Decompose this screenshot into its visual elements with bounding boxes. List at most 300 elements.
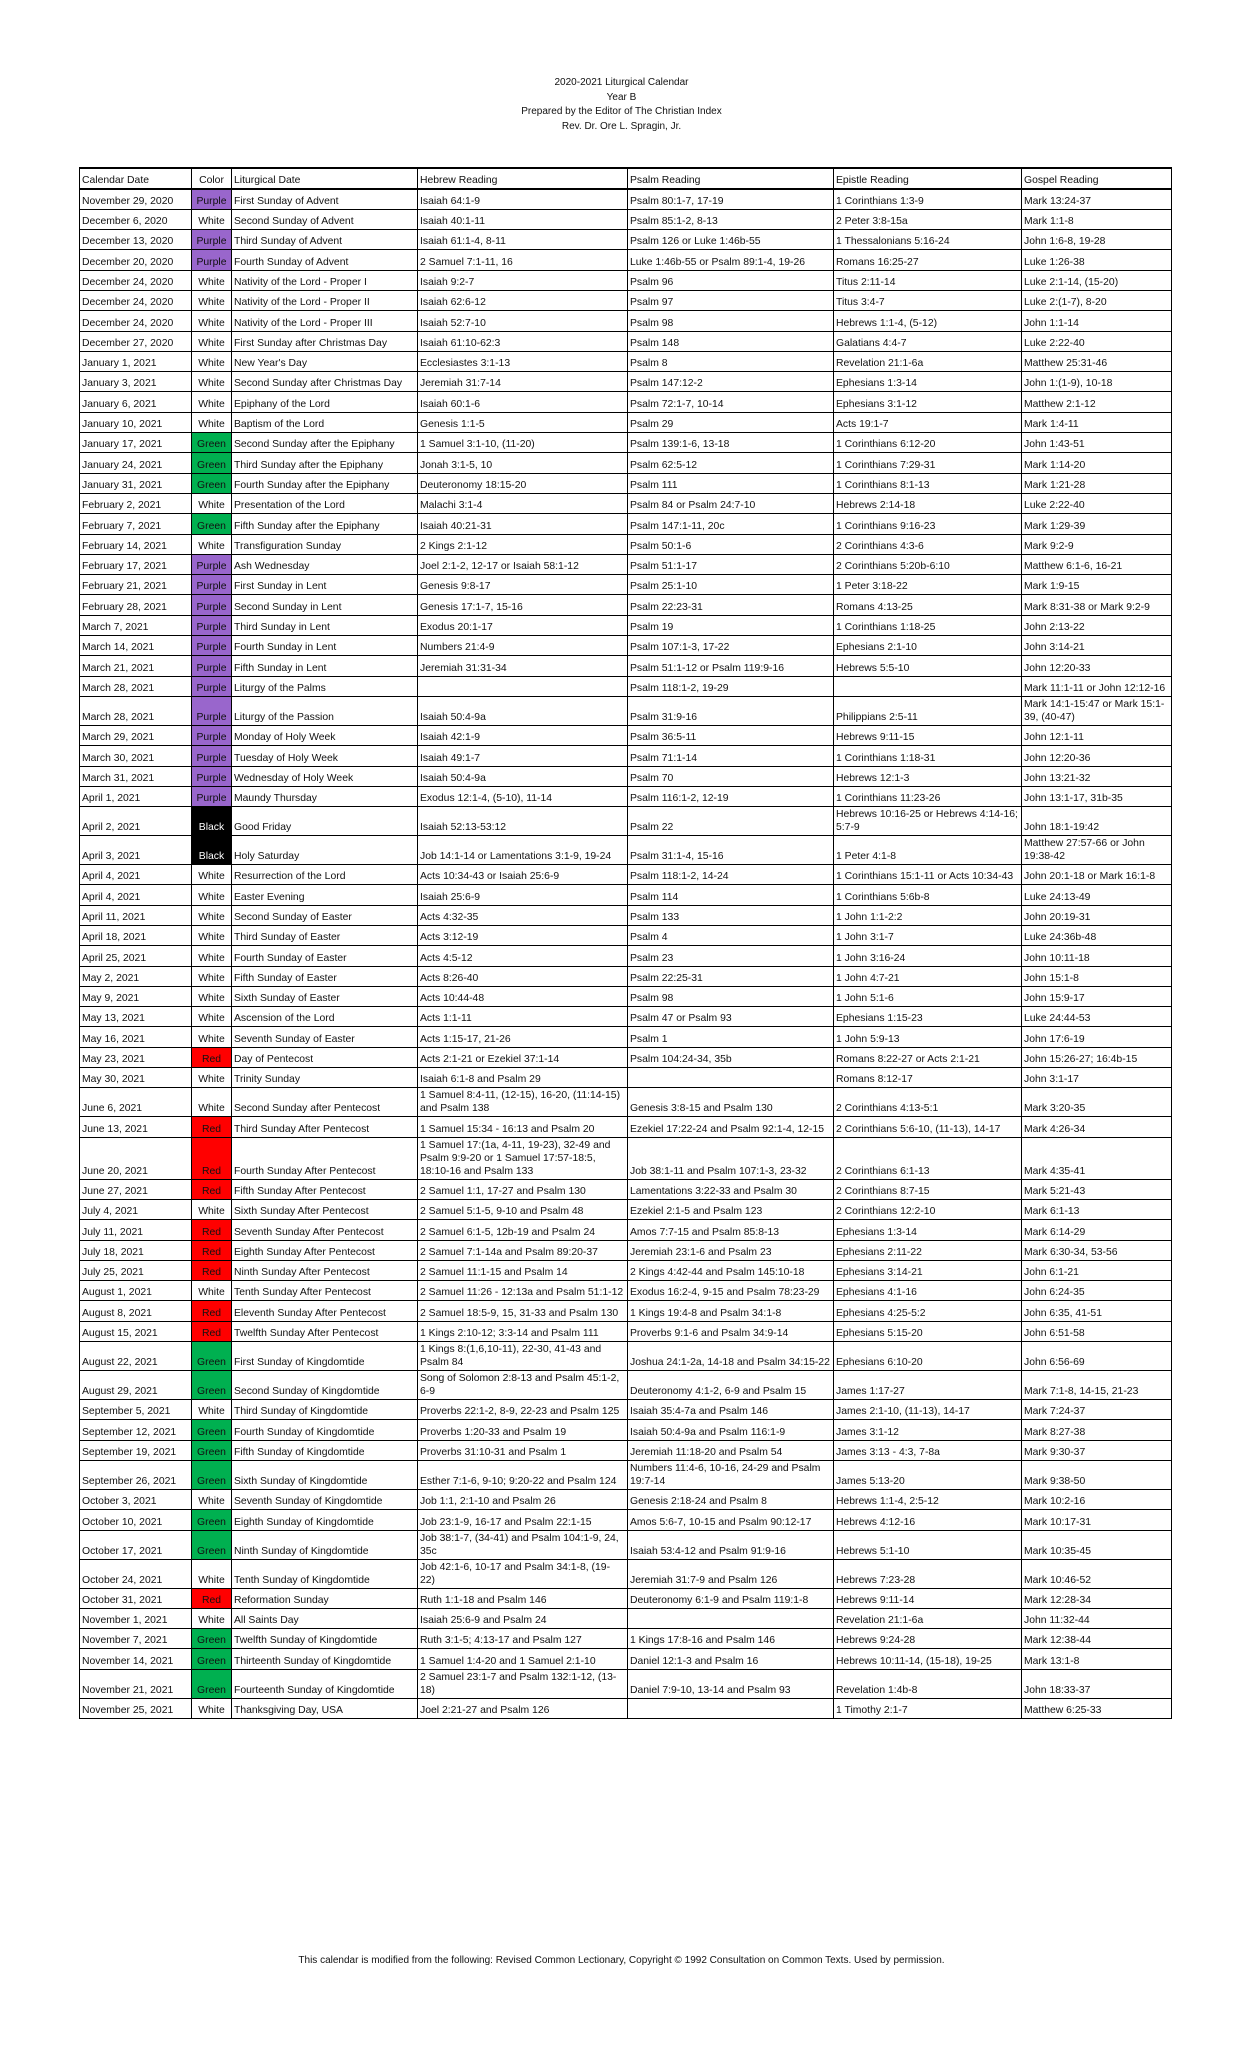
hebrew-reading-cell xyxy=(418,676,628,696)
psalm-reading-cell: Psalm 29 xyxy=(628,412,834,432)
calendar-date-cell: March 28, 2021 xyxy=(80,676,192,696)
liturgical-color-cell: Red xyxy=(192,1588,232,1608)
liturgical-date-cell: Fourth Sunday in Lent xyxy=(232,636,418,656)
gospel-reading-cell: John 12:20-36 xyxy=(1022,746,1172,766)
calendar-date-cell: June 6, 2021 xyxy=(80,1088,192,1117)
epistle-reading-cell: Hebrews 10:11-14, (15-18), 19-25 xyxy=(834,1649,1022,1669)
liturgical-date-cell: Twelfth Sunday of Kingdomtide xyxy=(232,1629,418,1649)
epistle-reading-cell: 1 Corinthians 7:29-31 xyxy=(834,453,1022,473)
hebrew-reading-cell: Isaiah 40:21-31 xyxy=(418,514,628,534)
hebrew-reading-cell: 2 Samuel 18:5-9, 15, 31-33 and Psalm 130 xyxy=(418,1301,628,1321)
liturgical-date-cell: Tenth Sunday of Kingdomtide xyxy=(232,1559,418,1588)
gospel-reading-cell: Matthew 27:57-66 or John 19:38-42 xyxy=(1022,836,1172,865)
gospel-reading-cell: Matthew 25:31-46 xyxy=(1022,351,1172,371)
calendar-date-cell: July 4, 2021 xyxy=(80,1199,192,1219)
hebrew-reading-cell: 2 Samuel 5:1-5, 9-10 and Psalm 48 xyxy=(418,1199,628,1219)
hebrew-reading-cell: Esther 7:1-6, 9-10; 9:20-22 and Psalm 124 xyxy=(418,1460,628,1489)
calendar-date-cell: October 3, 2021 xyxy=(80,1489,192,1509)
table-row xyxy=(80,1007,1172,1027)
calendar-date-cell: March 30, 2021 xyxy=(80,746,192,766)
gospel-reading-cell: John 11:32-44 xyxy=(1022,1608,1172,1628)
epistle-reading-cell: Ephesians 6:10-20 xyxy=(834,1342,1022,1371)
calendar-date-cell: May 9, 2021 xyxy=(80,986,192,1006)
calendar-date-cell: December 27, 2020 xyxy=(80,331,192,351)
gospel-reading-cell: Mark 4:26-34 xyxy=(1022,1117,1172,1137)
psalm-reading-cell: Jeremiah 11:18-20 and Psalm 54 xyxy=(628,1440,834,1460)
liturgical-date-cell: Fourth Sunday of Kingdomtide xyxy=(232,1420,418,1440)
epistle-reading-cell: 1 Corinthians 1:18-25 xyxy=(834,615,1022,635)
epistle-reading-cell: Revelation 21:1-6a xyxy=(834,351,1022,371)
hebrew-reading-cell: Genesis 9:8-17 xyxy=(418,575,628,595)
calendar-date-cell: May 30, 2021 xyxy=(80,1068,192,1088)
table-row xyxy=(80,1440,1172,1460)
gospel-reading-cell: Mark 6:14-29 xyxy=(1022,1220,1172,1240)
gospel-reading-cell: Luke 24:13-49 xyxy=(1022,885,1172,905)
gospel-reading-cell: John 17:6-19 xyxy=(1022,1027,1172,1047)
table-row xyxy=(80,1530,1172,1559)
psalm-reading-cell: Isaiah 50:4-9a and Psalm 116:1-9 xyxy=(628,1420,834,1440)
calendar-date-cell: September 12, 2021 xyxy=(80,1420,192,1440)
psalm-reading-cell: 2 Kings 4:42-44 and Psalm 145:10-18 xyxy=(628,1260,834,1280)
hebrew-reading-cell: 2 Samuel 1:1, 17-27 and Psalm 130 xyxy=(418,1179,628,1199)
calendar-date-cell: February 7, 2021 xyxy=(80,514,192,534)
liturgical-date-cell: First Sunday of Kingdomtide xyxy=(232,1342,418,1371)
column-header: Psalm Reading xyxy=(628,168,834,189)
psalm-reading-cell: Proverbs 9:1-6 and Psalm 34:9-14 xyxy=(628,1321,834,1341)
gospel-reading-cell: Mark 10:46-52 xyxy=(1022,1559,1172,1588)
gospel-reading-cell: John 18:33-37 xyxy=(1022,1669,1172,1698)
liturgical-color-cell: Purple xyxy=(192,766,232,786)
liturgical-color-cell: Green xyxy=(192,1371,232,1400)
liturgical-color-cell: Green xyxy=(192,1629,232,1649)
gospel-reading-cell: Luke 24:36b-48 xyxy=(1022,926,1172,946)
calendar-date-cell: August 29, 2021 xyxy=(80,1371,192,1400)
gospel-reading-cell: John 6:24-35 xyxy=(1022,1281,1172,1301)
psalm-reading-cell: Isaiah 53:4-12 and Psalm 91:9-16 xyxy=(628,1530,834,1559)
hebrew-reading-cell: Isaiah 61:1-4, 8-11 xyxy=(418,230,628,250)
epistle-reading-cell: Hebrews 4:12-16 xyxy=(834,1510,1022,1530)
psalm-reading-cell: Psalm 98 xyxy=(628,311,834,331)
table-row xyxy=(80,725,1172,745)
epistle-reading-cell: Galatians 4:4-7 xyxy=(834,331,1022,351)
liturgical-date-cell: First Sunday of Advent xyxy=(232,189,418,209)
liturgical-color-cell: White xyxy=(192,311,232,331)
psalm-reading-cell: Isaiah 35:4-7a and Psalm 146 xyxy=(628,1400,834,1420)
liturgical-date-cell: Fourteenth Sunday of Kingdomtide xyxy=(232,1669,418,1698)
table-row xyxy=(80,1342,1172,1371)
table-row xyxy=(80,514,1172,534)
epistle-reading-cell: 2 Corinthians 5:20b-6:10 xyxy=(834,554,1022,574)
hebrew-reading-cell: 1 Samuel 3:1-10, (11-20) xyxy=(418,433,628,453)
psalm-reading-cell: Psalm 51:1-12 or Psalm 119:9-16 xyxy=(628,656,834,676)
liturgical-color-cell: White xyxy=(192,865,232,885)
table-row xyxy=(80,966,1172,986)
gospel-reading-cell: Mark 8:27-38 xyxy=(1022,1420,1172,1440)
liturgical-date-cell: Second Sunday after Christmas Day xyxy=(232,372,418,392)
calendar-date-cell: December 20, 2020 xyxy=(80,250,192,270)
hebrew-reading-cell: Isaiah 25:6-9 and Psalm 24 xyxy=(418,1608,628,1628)
gospel-reading-cell: Matthew 6:1-6, 16-21 xyxy=(1022,554,1172,574)
table-row xyxy=(80,1588,1172,1608)
epistle-reading-cell: 1 John 5:1-6 xyxy=(834,986,1022,1006)
table-row xyxy=(80,493,1172,513)
liturgical-color-cell: White xyxy=(192,209,232,229)
liturgical-date-cell: Easter Evening xyxy=(232,885,418,905)
liturgical-date-cell: Day of Pentecost xyxy=(232,1047,418,1067)
liturgical-color-cell: White xyxy=(192,1698,232,1718)
column-header: Hebrew Reading xyxy=(418,168,628,189)
liturgical-color-cell: Purple xyxy=(192,636,232,656)
calendar-date-cell: October 31, 2021 xyxy=(80,1588,192,1608)
gospel-reading-cell: John 12:20-33 xyxy=(1022,656,1172,676)
hebrew-reading-cell: Genesis 17:1-7, 15-16 xyxy=(418,595,628,615)
epistle-reading-cell: James 3:13 - 4:3, 7-8a xyxy=(834,1440,1022,1460)
table-row xyxy=(80,1047,1172,1067)
liturgical-date-cell: Nativity of the Lord - Proper I xyxy=(232,270,418,290)
liturgical-color-cell: White xyxy=(192,290,232,310)
psalm-reading-cell: Psalm 22:23-31 xyxy=(628,595,834,615)
table-row xyxy=(80,311,1172,331)
epistle-reading-cell: 1 Corinthians 5:6b-8 xyxy=(834,885,1022,905)
calendar-date-cell: May 23, 2021 xyxy=(80,1047,192,1067)
psalm-reading-cell xyxy=(628,1608,834,1628)
gospel-reading-cell: John 1:1-14 xyxy=(1022,311,1172,331)
psalm-reading-cell: Deuteronomy 4:1-2, 6-9 and Psalm 15 xyxy=(628,1371,834,1400)
calendar-date-cell: November 1, 2021 xyxy=(80,1608,192,1628)
gospel-reading-cell: Mark 10:17-31 xyxy=(1022,1510,1172,1530)
epistle-reading-cell: Hebrews 10:16-25 or Hebrews 4:14-16; 5:7-9 xyxy=(834,807,1022,836)
hebrew-reading-cell: Isaiah 64:1-9 xyxy=(418,189,628,209)
calendar-date-cell: August 1, 2021 xyxy=(80,1281,192,1301)
table-row xyxy=(80,575,1172,595)
liturgical-date-cell: Fourth Sunday after the Epiphany xyxy=(232,473,418,493)
epistle-reading-cell: Hebrews 1:1-4, 2:5-12 xyxy=(834,1489,1022,1509)
epistle-reading-cell: 1 Corinthians 1:3-9 xyxy=(834,189,1022,209)
table-row xyxy=(80,1629,1172,1649)
liturgical-date-cell: Good Friday xyxy=(232,807,418,836)
liturgical-date-cell: Second Sunday of Kingdomtide xyxy=(232,1371,418,1400)
table-row xyxy=(80,453,1172,473)
epistle-reading-cell: 1 Peter 4:1-8 xyxy=(834,836,1022,865)
calendar-date-cell: January 17, 2021 xyxy=(80,433,192,453)
gospel-reading-cell: Mark 1:9-15 xyxy=(1022,575,1172,595)
table-row xyxy=(80,1179,1172,1199)
liturgical-date-cell: Sixth Sunday of Kingdomtide xyxy=(232,1460,418,1489)
hebrew-reading-cell: Isaiah 9:2-7 xyxy=(418,270,628,290)
hebrew-reading-cell: Ecclesiastes 3:1-13 xyxy=(418,351,628,371)
gospel-reading-cell: Mark 13:1-8 xyxy=(1022,1649,1172,1669)
liturgical-date-cell: First Sunday in Lent xyxy=(232,575,418,595)
epistle-reading-cell: Romans 8:22-27 or Acts 2:1-21 xyxy=(834,1047,1022,1067)
psalm-reading-cell: Amos 7:7-15 and Psalm 85:8-13 xyxy=(628,1220,834,1240)
table-row xyxy=(80,986,1172,1006)
psalm-reading-cell: Psalm 8 xyxy=(628,351,834,371)
liturgical-color-cell: Purple xyxy=(192,189,232,209)
hebrew-reading-cell: Genesis 1:1-5 xyxy=(418,412,628,432)
psalm-reading-cell: Psalm 148 xyxy=(628,331,834,351)
liturgical-color-cell: Purple xyxy=(192,656,232,676)
hebrew-reading-cell: Joel 2:1-2, 12-17 or Isaiah 58:1-12 xyxy=(418,554,628,574)
liturgical-date-cell: Baptism of the Lord xyxy=(232,412,418,432)
liturgical-date-cell: Second Sunday in Lent xyxy=(232,595,418,615)
table-row xyxy=(80,189,1172,209)
calendar-date-cell: April 11, 2021 xyxy=(80,905,192,925)
epistle-reading-cell: Acts 19:1-7 xyxy=(834,412,1022,432)
calendar-date-cell: April 4, 2021 xyxy=(80,865,192,885)
liturgical-color-cell: White xyxy=(192,966,232,986)
psalm-reading-cell: Lamentations 3:22-33 and Psalm 30 xyxy=(628,1179,834,1199)
hebrew-reading-cell: Isaiah 60:1-6 xyxy=(418,392,628,412)
psalm-reading-cell: Psalm 98 xyxy=(628,986,834,1006)
liturgical-date-cell: Fifth Sunday of Easter xyxy=(232,966,418,986)
calendar-date-cell: November 29, 2020 xyxy=(80,189,192,209)
liturgical-color-cell: Purple xyxy=(192,554,232,574)
gospel-reading-cell: John 13:1-17, 31b-35 xyxy=(1022,786,1172,806)
gospel-reading-cell: Mark 8:31-38 or Mark 9:2-9 xyxy=(1022,595,1172,615)
epistle-reading-cell: Romans 16:25-27 xyxy=(834,250,1022,270)
table-row xyxy=(80,1371,1172,1400)
calendar-date-cell: January 10, 2021 xyxy=(80,412,192,432)
gospel-reading-cell: John 13:21-32 xyxy=(1022,766,1172,786)
epistle-reading-cell: Ephesians 3:14-21 xyxy=(834,1260,1022,1280)
calendar-date-cell: April 3, 2021 xyxy=(80,836,192,865)
epistle-reading-cell: 1 Corinthians 6:12-20 xyxy=(834,433,1022,453)
psalm-reading-cell: Psalm 71:1-14 xyxy=(628,746,834,766)
hebrew-reading-cell: Proverbs 22:1-2, 8-9, 22-23 and Psalm 125 xyxy=(418,1400,628,1420)
hebrew-reading-cell: Acts 1:15-17, 21-26 xyxy=(418,1027,628,1047)
psalm-reading-cell: Psalm 31:1-4, 15-16 xyxy=(628,836,834,865)
psalm-reading-cell: Numbers 11:4-6, 10-16, 24-29 and Psalm 19:7-14 xyxy=(628,1460,834,1489)
liturgical-color-cell: White xyxy=(192,926,232,946)
psalm-reading-cell: Psalm 51:1-17 xyxy=(628,554,834,574)
calendar-date-cell: May 2, 2021 xyxy=(80,966,192,986)
gospel-reading-cell: Luke 2:22-40 xyxy=(1022,331,1172,351)
psalm-reading-cell: Jeremiah 23:1-6 and Psalm 23 xyxy=(628,1240,834,1260)
gospel-reading-cell: John 2:13-22 xyxy=(1022,615,1172,635)
calendar-date-cell: February 21, 2021 xyxy=(80,575,192,595)
table-row xyxy=(80,836,1172,865)
gospel-reading-cell: John 1:(1-9), 10-18 xyxy=(1022,372,1172,392)
liturgical-color-cell: White xyxy=(192,493,232,513)
psalm-reading-cell: Psalm 118:1-2, 14-24 xyxy=(628,865,834,885)
psalm-reading-cell: Genesis 3:8-15 and Psalm 130 xyxy=(628,1088,834,1117)
epistle-reading-cell: 1 Corinthians 1:18-31 xyxy=(834,746,1022,766)
gospel-reading-cell: John 12:1-11 xyxy=(1022,725,1172,745)
liturgical-date-cell: Trinity Sunday xyxy=(232,1068,418,1088)
table-row xyxy=(80,1260,1172,1280)
table-row xyxy=(80,1649,1172,1669)
hebrew-reading-cell: Jonah 3:1-5, 10 xyxy=(418,453,628,473)
column-header: Color xyxy=(192,168,232,189)
liturgical-color-cell: White xyxy=(192,1199,232,1219)
calendar-date-cell: July 25, 2021 xyxy=(80,1260,192,1280)
liturgical-date-cell: Third Sunday after the Epiphany xyxy=(232,453,418,473)
calendar-date-cell: April 18, 2021 xyxy=(80,926,192,946)
liturgical-color-cell: White xyxy=(192,351,232,371)
liturgical-color-cell: White xyxy=(192,905,232,925)
gospel-reading-cell: John 6:51-58 xyxy=(1022,1321,1172,1341)
calendar-date-cell: December 6, 2020 xyxy=(80,209,192,229)
hebrew-reading-cell: Proverbs 1:20-33 and Psalm 19 xyxy=(418,1420,628,1440)
epistle-reading-cell: James 3:1-12 xyxy=(834,1420,1022,1440)
gospel-reading-cell: Mark 9:30-37 xyxy=(1022,1440,1172,1460)
calendar-date-cell: December 13, 2020 xyxy=(80,230,192,250)
calendar-date-cell: November 14, 2021 xyxy=(80,1649,192,1669)
calendar-date-cell: July 11, 2021 xyxy=(80,1220,192,1240)
liturgical-color-cell: Green xyxy=(192,1440,232,1460)
liturgical-date-cell: Holy Saturday xyxy=(232,836,418,865)
liturgical-color-cell: White xyxy=(192,1489,232,1509)
epistle-reading-cell: Ephesians 4:25-5:2 xyxy=(834,1301,1022,1321)
calendar-date-cell: December 24, 2020 xyxy=(80,290,192,310)
gospel-reading-cell: Mark 7:24-37 xyxy=(1022,1400,1172,1420)
epistle-reading-cell: Hebrews 2:14-18 xyxy=(834,493,1022,513)
epistle-reading-cell: Hebrews 1:1-4, (5-12) xyxy=(834,311,1022,331)
hebrew-reading-cell: Isaiah 25:6-9 xyxy=(418,885,628,905)
psalm-reading-cell: Exodus 16:2-4, 9-15 and Psalm 78:23-29 xyxy=(628,1281,834,1301)
liturgical-color-cell: White xyxy=(192,986,232,1006)
hebrew-reading-cell: Acts 8:26-40 xyxy=(418,966,628,986)
column-header: Epistle Reading xyxy=(834,168,1022,189)
epistle-reading-cell: 1 John 3:1-7 xyxy=(834,926,1022,946)
hebrew-reading-cell: Jeremiah 31:31-34 xyxy=(418,656,628,676)
table-header-row xyxy=(80,168,1172,189)
psalm-reading-cell: 1 Kings 17:8-16 and Psalm 146 xyxy=(628,1629,834,1649)
gospel-reading-cell: Luke 2:1-14, (15-20) xyxy=(1022,270,1172,290)
liturgical-date-cell: First Sunday after Christmas Day xyxy=(232,331,418,351)
gospel-reading-cell: Mark 6:30-34, 53-56 xyxy=(1022,1240,1172,1260)
hebrew-reading-cell: Proverbs 31:10-31 and Psalm 1 xyxy=(418,1440,628,1460)
calendar-date-cell: April 1, 2021 xyxy=(80,786,192,806)
hebrew-reading-cell: Malachi 3:1-4 xyxy=(418,493,628,513)
calendar-date-cell: October 24, 2021 xyxy=(80,1559,192,1588)
gospel-reading-cell: John 20:19-31 xyxy=(1022,905,1172,925)
liturgical-color-cell: White xyxy=(192,946,232,966)
liturgical-date-cell: Nativity of the Lord - Proper III xyxy=(232,311,418,331)
hebrew-reading-cell: 2 Samuel 6:1-5, 12b-19 and Psalm 24 xyxy=(418,1220,628,1240)
psalm-reading-cell: Psalm 133 xyxy=(628,905,834,925)
psalm-reading-cell: Psalm 139:1-6, 13-18 xyxy=(628,433,834,453)
hebrew-reading-cell: 2 Samuel 7:1-11, 16 xyxy=(418,250,628,270)
psalm-reading-cell: Psalm 50:1-6 xyxy=(628,534,834,554)
psalm-reading-cell: Psalm 70 xyxy=(628,766,834,786)
liturgical-color-cell: Green xyxy=(192,1460,232,1489)
table-row xyxy=(80,1608,1172,1628)
epistle-reading-cell: 1 Corinthians 15:1-11 or Acts 10:34-43 xyxy=(834,865,1022,885)
epistle-reading-cell: Hebrews 5:1-10 xyxy=(834,1530,1022,1559)
psalm-reading-cell: Psalm 147:1-11, 20c xyxy=(628,514,834,534)
hebrew-reading-cell: 2 Kings 2:1-12 xyxy=(418,534,628,554)
liturgical-color-cell: Green xyxy=(192,1649,232,1669)
psalm-reading-cell: Daniel 12:1-3 and Psalm 16 xyxy=(628,1649,834,1669)
liturgical-color-cell: White xyxy=(192,1007,232,1027)
liturgical-date-cell: Nativity of the Lord - Proper II xyxy=(232,290,418,310)
epistle-reading-cell: Hebrews 12:1-3 xyxy=(834,766,1022,786)
epistle-reading-cell xyxy=(834,676,1022,696)
liturgical-color-cell: Green xyxy=(192,1669,232,1698)
liturgical-color-cell: Red xyxy=(192,1047,232,1067)
epistle-reading-cell: 1 Peter 3:18-22 xyxy=(834,575,1022,595)
calendar-date-cell: August 15, 2021 xyxy=(80,1321,192,1341)
liturgical-color-cell: White xyxy=(192,331,232,351)
liturgical-color-cell: Green xyxy=(192,473,232,493)
calendar-date-cell: June 13, 2021 xyxy=(80,1117,192,1137)
liturgical-date-cell: Twelfth Sunday After Pentecost xyxy=(232,1321,418,1341)
liturgical-date-cell: Tenth Sunday After Pentecost xyxy=(232,1281,418,1301)
liturgical-date-cell: Third Sunday After Pentecost xyxy=(232,1117,418,1137)
hebrew-reading-cell: Jeremiah 31:7-14 xyxy=(418,372,628,392)
hebrew-reading-cell: Isaiah 61:10-62:3 xyxy=(418,331,628,351)
gospel-reading-cell: Luke 1:26-38 xyxy=(1022,250,1172,270)
psalm-reading-cell: Job 38:1-11 and Psalm 107:1-3, 23-32 xyxy=(628,1137,834,1179)
hebrew-reading-cell: 1 Samuel 17:(1a, 4-11, 19-23), 32-49 and Psalm 9:9-20 or 1 Samuel 17:57-18:5, 18:10-16 and Psalm 133 xyxy=(418,1137,628,1179)
liturgical-date-cell: Fifth Sunday after the Epiphany xyxy=(232,514,418,534)
epistle-reading-cell: Romans 8:12-17 xyxy=(834,1068,1022,1088)
calendar-date-cell: July 18, 2021 xyxy=(80,1240,192,1260)
liturgical-color-cell: Red xyxy=(192,1179,232,1199)
psalm-reading-cell: Amos 5:6-7, 10-15 and Psalm 90:12-17 xyxy=(628,1510,834,1530)
liturgical-color-cell: Red xyxy=(192,1260,232,1280)
liturgical-date-cell: Second Sunday after the Epiphany xyxy=(232,433,418,453)
psalm-reading-cell: Psalm 25:1-10 xyxy=(628,575,834,595)
hebrew-reading-cell: Acts 2:1-21 or Ezekiel 37:1-14 xyxy=(418,1047,628,1067)
table-row xyxy=(80,554,1172,574)
liturgical-date-cell: Seventh Sunday of Kingdomtide xyxy=(232,1489,418,1509)
epistle-reading-cell: 2 Corinthians 12:2-10 xyxy=(834,1199,1022,1219)
liturgical-color-cell: Red xyxy=(192,1240,232,1260)
liturgical-color-cell: Purple xyxy=(192,250,232,270)
calendar-date-cell: January 24, 2021 xyxy=(80,453,192,473)
hebrew-reading-cell: Job 23:1-9, 16-17 and Psalm 22:1-15 xyxy=(418,1510,628,1530)
liturgical-color-cell: Purple xyxy=(192,725,232,745)
liturgical-color-cell: Black xyxy=(192,807,232,836)
epistle-reading-cell: 1 John 5:9-13 xyxy=(834,1027,1022,1047)
liturgical-color-cell: White xyxy=(192,1068,232,1088)
liturgical-date-cell: Eighth Sunday of Kingdomtide xyxy=(232,1510,418,1530)
table-row xyxy=(80,372,1172,392)
calendar-date-cell: February 17, 2021 xyxy=(80,554,192,574)
epistle-reading-cell: Ephesians 5:15-20 xyxy=(834,1321,1022,1341)
liturgical-date-cell: Fourth Sunday of Easter xyxy=(232,946,418,966)
gospel-reading-cell: Mark 13:24-37 xyxy=(1022,189,1172,209)
liturgical-color-cell: White xyxy=(192,1608,232,1628)
hebrew-reading-cell: Isaiah 49:1-7 xyxy=(418,746,628,766)
gospel-reading-cell: Mark 6:1-13 xyxy=(1022,1199,1172,1219)
gospel-reading-cell: Mark 12:28-34 xyxy=(1022,1588,1172,1608)
epistle-reading-cell: 1 John 4:7-21 xyxy=(834,966,1022,986)
liturgical-date-cell: Third Sunday in Lent xyxy=(232,615,418,635)
gospel-reading-cell: Mark 14:1-15:47 or Mark 15:1-39, (40-47) xyxy=(1022,696,1172,725)
psalm-reading-cell: Daniel 7:9-10, 13-14 and Psalm 93 xyxy=(628,1669,834,1698)
epistle-reading-cell: 1 John 1:1-2:2 xyxy=(834,905,1022,925)
epistle-reading-cell: Philippians 2:5-11 xyxy=(834,696,1022,725)
liturgical-color-cell: White xyxy=(192,412,232,432)
calendar-date-cell: March 7, 2021 xyxy=(80,615,192,635)
epistle-reading-cell: Ephesians 2:1-10 xyxy=(834,636,1022,656)
liturgical-date-cell: Fifth Sunday of Kingdomtide xyxy=(232,1440,418,1460)
liturgical-color-cell: White xyxy=(192,392,232,412)
psalm-reading-cell: Ezekiel 17:22-24 and Psalm 92:1-4, 12-15 xyxy=(628,1117,834,1137)
psalm-reading-cell: Psalm 4 xyxy=(628,926,834,946)
table-row xyxy=(80,1321,1172,1341)
psalm-reading-cell: Joshua 24:1-2a, 14-18 and Psalm 34:15-22 xyxy=(628,1342,834,1371)
gospel-reading-cell: Mark 9:2-9 xyxy=(1022,534,1172,554)
table-row xyxy=(80,1420,1172,1440)
liturgical-color-cell: Green xyxy=(192,433,232,453)
table-row xyxy=(80,905,1172,925)
gospel-reading-cell: John 3:14-21 xyxy=(1022,636,1172,656)
epistle-reading-cell: Hebrews 9:11-14 xyxy=(834,1588,1022,1608)
